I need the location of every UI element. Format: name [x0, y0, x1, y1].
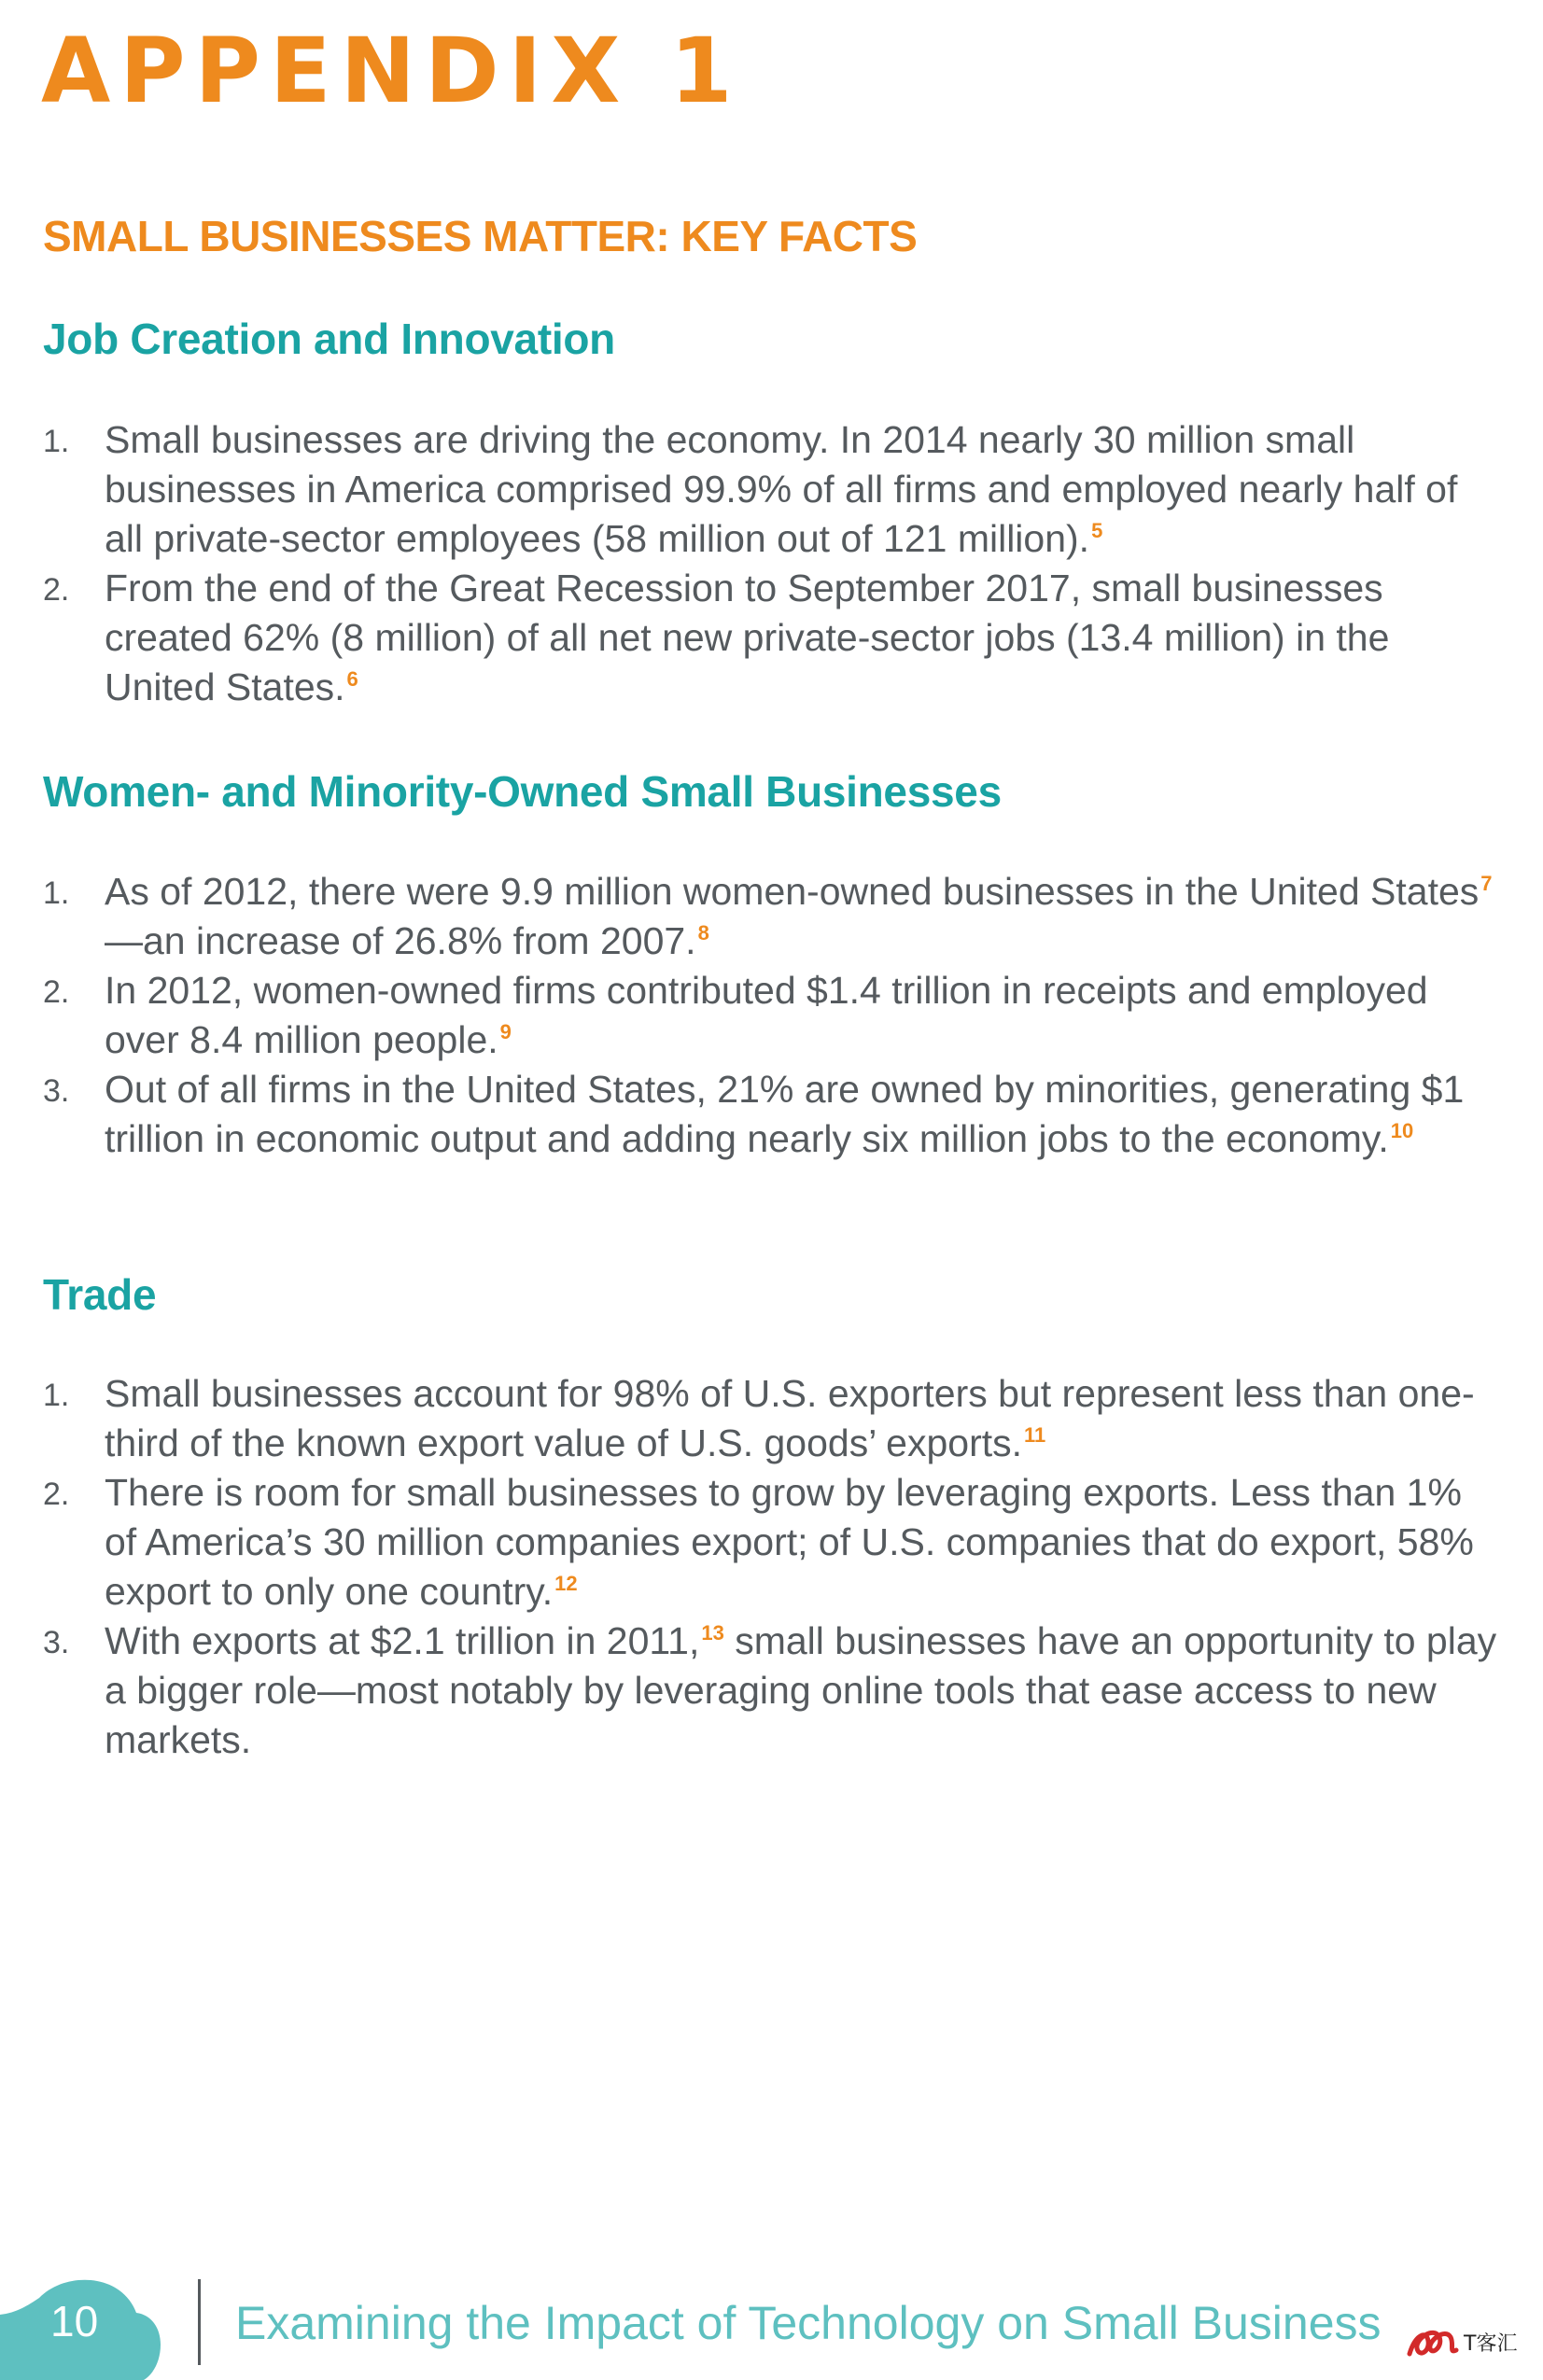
watermark-logo-icon	[1402, 2313, 1533, 2365]
list-item	[43, 1369, 1499, 1468]
footer-divider	[198, 2279, 201, 2365]
list-item-number: 2.	[43, 572, 70, 608]
list-item-number: 1.	[43, 875, 70, 911]
list-item-number: 2.	[43, 974, 70, 1010]
list-item-number: 1.	[43, 1378, 70, 1413]
list-item	[43, 1617, 1499, 1765]
footnote-ref[interactable]: 9	[499, 1020, 512, 1044]
list-item-number: 3.	[43, 1625, 70, 1660]
list-item-text: In 2012, women-owned firms contributed $1.4 trillion in receipts and employed over 8.4 million people.	[105, 969, 1428, 1061]
list-job-creation	[43, 415, 1499, 712]
list-item-text-continued: small businesses have an opportunity to play a bigger role—most notably by leveraging online tools that ease access to new markets.	[105, 1619, 1497, 1761]
footer-title: Examining the Impact of Technology on Small Business	[235, 2297, 1382, 2349]
list-item	[43, 966, 1499, 1065]
page-title: APPENDIX 1	[41, 19, 742, 123]
list-item-text: As of 2012, there were 9.9 million women-owned businesses in the United States	[105, 870, 1480, 913]
footnote-ref[interactable]: 11	[1024, 1423, 1046, 1448]
footnote-ref[interactable]: 13	[701, 1621, 724, 1645]
list-item-text: With exports at $2.1 trillion in 2011,	[105, 1619, 700, 1662]
footnote-ref[interactable]: 8	[697, 921, 709, 945]
footnote-ref[interactable]: 7	[1480, 872, 1493, 896]
section-title: SMALL BUSINESSES MATTER: KEY FACTS	[43, 212, 918, 260]
list-item-number: 1.	[43, 424, 70, 459]
footnote-ref[interactable]: 6	[346, 667, 358, 692]
list-item	[43, 564, 1499, 712]
watermark-text: T客汇	[1464, 2332, 1518, 2356]
list-item-text: From the end of the Great Recession to September 2017, small businesses created 62% (8 million) of all net new private-sector jobs (13.4 million) in the United States.	[105, 567, 1390, 708]
list-women-minority	[43, 867, 1499, 1164]
list-item-text: Small businesses are driving the economy. In 2014 nearly 30 million small businesses in America comprised 99.9% of all firms and employed nearly half of all private-sector employees (58 million out of 121 million).	[105, 418, 1458, 560]
page-number: 10	[50, 2297, 99, 2345]
list-item	[43, 415, 1499, 564]
subheading-job-creation: Job Creation and Innovation	[43, 315, 615, 363]
list-item-text: Small businesses account for 98% of U.S. exporters but represent less than one-third of the known export value of U.S. goods’ exports.	[105, 1372, 1475, 1464]
list-item-number: 2.	[43, 1477, 70, 1512]
footnote-ref[interactable]: 10	[1390, 1119, 1414, 1143]
list-item-text: There is room for small businesses to grow by leveraging exports. Less than 1% of America’s 30 million companies export; of U.S. companies that do export, 58% export to only one country.	[105, 1471, 1474, 1613]
subheading-women-minority: Women- and Minority-Owned Small Businesses	[43, 767, 1002, 816]
list-item	[43, 867, 1499, 966]
list-item	[43, 1468, 1499, 1617]
subheading-trade: Trade	[43, 1270, 157, 1319]
list-item-number: 3.	[43, 1073, 70, 1109]
list-item	[43, 1065, 1499, 1164]
list-trade	[43, 1369, 1499, 1765]
footnote-ref[interactable]: 5	[1091, 519, 1103, 543]
list-item-text-continued: —an increase of 26.8% from 2007.	[105, 919, 696, 962]
footnote-ref[interactable]: 12	[554, 1572, 578, 1596]
list-item-text: Out of all firms in the United States, 21% are owned by minorities, generating $1 trillion in economic output and adding nearly six million jobs to the economy.	[105, 1068, 1465, 1160]
